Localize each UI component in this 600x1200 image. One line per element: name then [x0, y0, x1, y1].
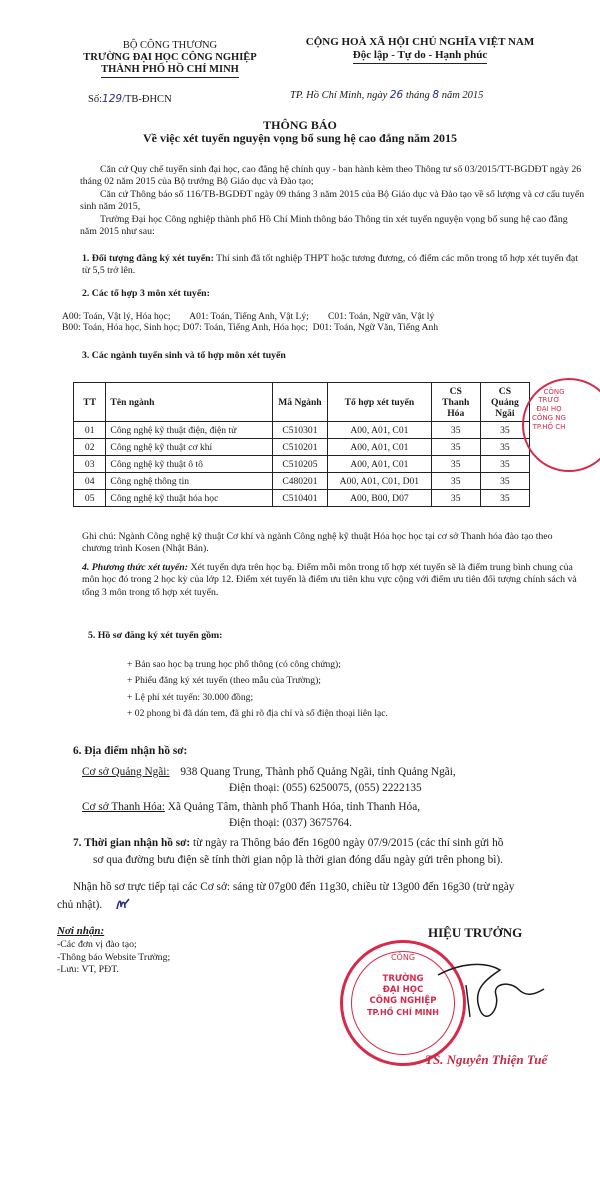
table-cell: Công nghệ thông tin — [106, 473, 272, 490]
recipients-list — [57, 939, 170, 977]
table-cell: 01 — [74, 422, 106, 439]
doc-number-prefix: Số: — [88, 94, 103, 105]
issuer-block — [60, 40, 280, 78]
quang-ngai-phone: Điện thoại: (055) 6250075, (055) 2222135 — [229, 782, 422, 794]
thanh-hoa-campus — [82, 800, 420, 816]
stamp-partial-line3: CÔNG NG — [532, 414, 566, 422]
stamp-partial-line2: ĐẠI HỌ — [536, 405, 562, 413]
month-handwritten: 8 — [432, 89, 440, 101]
recipients-label: Nơi nhận: — [57, 925, 105, 937]
place-date — [290, 89, 483, 101]
table-header-row — [74, 383, 530, 422]
col-header: TT — [74, 383, 106, 422]
table-cell: 35 — [480, 473, 529, 490]
thanh-hoa-label: Cơ sở Thanh Hóa: — [82, 801, 165, 813]
quang-ngai-address: 938 Quang Trung, Thành phố Quảng Ngãi, tỉnh Quảng Ngãi, — [180, 766, 456, 778]
section-6-label: 6. Địa điểm nhận hồ sơ: — [73, 745, 188, 757]
table-cell: A00, A01, C01, D01 — [328, 473, 432, 490]
table-cell: 35 — [431, 490, 480, 507]
quang-ngai-campus — [82, 765, 456, 781]
combo-row-1: A00: Toán, Vật lý, Hóa học; A01: Toán, Tiếng Anh, Vật Lý; C01: Toán, Ngữ văn, Vật lý — [62, 311, 435, 322]
col-header: CS Thanh Hóa — [431, 383, 480, 422]
stamp-line2: ĐẠI HỌC — [382, 985, 424, 995]
table-cell: 35 — [480, 456, 529, 473]
section-3-label: 3. Các ngành tuyển sinh và tổ hợp môn xét tuyển — [82, 350, 286, 361]
col-header: Tổ hợp xét tuyển — [328, 383, 432, 422]
signature-scribble — [430, 955, 550, 1035]
table-cell: C510201 — [272, 439, 327, 456]
section-4 — [82, 562, 582, 599]
table-cell: 04 — [74, 473, 106, 490]
signer-name: TS. Nguyễn Thiện Tuế — [425, 1052, 548, 1067]
stamp-partial-table — [522, 378, 600, 472]
intro-paragraph-3: Trường Đại học Công nghiệp thành phố Hồ Chí Minh thông báo Thông tin xét tuyển nguyện vọng bổ sung hệ cao đẳng năm 2015 như sau: — [80, 214, 568, 238]
table-cell: 05 — [74, 490, 106, 507]
list-item: -Các đơn vị đào tạo; — [57, 939, 137, 950]
stamp-ring-text: CÔNG — [390, 953, 416, 962]
table-row — [74, 490, 530, 507]
stamp-partial-line1: TRƯỜ — [538, 396, 560, 404]
table-cell: Công nghệ kỹ thuật điện, điện tử — [106, 422, 272, 439]
table-cell: A00, A01, C01 — [328, 456, 432, 473]
section-7-line1 — [73, 836, 598, 852]
country-name: CỘNG HOÀ XÃ HỘI CHỦ NGHĨA VIỆT NAM — [305, 36, 535, 48]
table-cell: 35 — [431, 422, 480, 439]
table-cell: Công nghệ kỹ thuật ô tô — [106, 456, 272, 473]
table-row — [74, 422, 530, 439]
table-cell: 35 — [480, 422, 529, 439]
table-cell: 35 — [480, 439, 529, 456]
section-7-label: 7. Thời gian nhận hồ sơ: — [73, 837, 191, 849]
place-date-text: TP. Hồ Chí Minh, ngày — [290, 90, 388, 101]
table-row — [74, 439, 530, 456]
section-5-label: 5. Hồ sơ đăng ký xét tuyển gồm: — [88, 630, 223, 641]
list-item: + Bản sao học bạ trung học phổ thông (có công chứng); — [127, 659, 341, 670]
table-note: Ghi chú: Ngành Công nghệ kỹ thuật Cơ khí và ngành Công nghệ kỹ thuật Hóa học học tại cơ sở Thanh hóa đào tạo theo chương trình Kosen (Nhật Bản). — [82, 531, 553, 555]
section-1-label: 1. Đối tượng đăng ký xét tuyển: — [82, 253, 214, 264]
quang-ngai-label: Cơ sở Quảng Ngãi: — [82, 766, 170, 778]
table-cell: 03 — [74, 456, 106, 473]
list-item: -Thông báo Website Trường; — [57, 951, 171, 963]
section-1 — [82, 253, 582, 278]
stamp-line4: TP.HỒ CHÍ MINH — [367, 1008, 439, 1017]
table-cell: 35 — [431, 439, 480, 456]
doc-number-handwritten: 129 — [102, 93, 123, 105]
intro-paragraph-1: Căn cứ Quy chế tuyển sinh đại học, cao đẳng hệ chính quy - ban hành kèm theo Thông tư số 03/2015/TT-BGDĐT ngày 26 tháng 02 năm 2015 của Bộ trưởng Bộ Giáo dục và Đào tạo; — [80, 164, 582, 188]
col-header: Mã Ngành — [272, 383, 327, 422]
list-item: + 02 phong bì đã dán tem, đã ghi rõ địa chỉ và số điện thoại liên lạc. — [127, 708, 388, 720]
thanh-hoa-phone: Điện thoại: (037) 3675764. — [229, 817, 352, 829]
direct-submission-line1: Nhận hồ sơ trực tiếp tại các Cơ sở: sáng từ 07g00 đến 11g30, chiều từ 13g00 đến 16g30 (trừ ngày — [73, 881, 515, 893]
documents-list — [127, 657, 388, 723]
col-header: Tên ngành — [106, 383, 272, 422]
table-cell: A00, B00, D07 — [328, 490, 432, 507]
section-1-text: Thí sinh đã tốt nghiệp THPT hoặc tương đương, có điểm các môn trong tổ hợp xét tuyển đạt từ 5,5 trở lên. — [82, 253, 578, 277]
document-number — [88, 93, 172, 105]
section-2-label: 2. Các tổ hợp 3 môn xét tuyển: — [82, 288, 210, 299]
section-7-text1: từ ngày ra Thông báo đến 16g00 ngày 07/9/2015 (các thí sinh gửi hồ — [193, 837, 504, 849]
motto: Độc lập - Tự do - Hạnh phúc — [353, 49, 487, 64]
document-title: THÔNG BÁO — [263, 118, 337, 132]
section-7-line2: sơ qua đường bưu điện sẽ tính thời gian nộp là thời gian đóng dấu ngày gửi trên phong bì). — [93, 854, 503, 866]
list-item: + Lệ phí xét tuyển: 30.000 đồng; — [127, 691, 254, 703]
direct-submission-line2: chủ nhật). — [57, 899, 103, 911]
stamp-partial-ring: CÔNG — [543, 388, 565, 396]
table-cell: 35 — [480, 490, 529, 507]
stamp-partial-line4: TP.HỒ CH — [532, 423, 566, 431]
initial-mark-icon — [116, 897, 130, 911]
intro-paragraph-2: Căn cứ Thông báo số 116/TB-BGDĐT ngày 09 tháng 3 năm 2015 của Bộ Giáo dục và Đào tạo về số lượng và cơ cấu tuyển sinh năm 2015, — [80, 189, 585, 213]
list-item: + Phiếu đăng ký xét tuyển (theo mẫu của Trường); — [127, 675, 321, 687]
school-name-line1: TRƯỜNG ĐẠI HỌC CÔNG NGHIỆP — [83, 52, 257, 63]
day-handwritten: 26 — [389, 89, 404, 101]
section-4-text: Xét tuyển dựa trên học bạ. Điểm mỗi môn trong tổ hợp xét tuyển sẽ là điểm trung bình chung của môn học đó trong 2 học kỳ của lớp 12. Điểm xét tuyển là điểm ưu tiên khu vực cộng với điểm ưu tiên đối tượng chính sách và tổng 3 môn trong tổ hợp xét tuyển. — [82, 562, 577, 598]
table-cell: 35 — [431, 473, 480, 490]
table-cell: C510301 — [272, 422, 327, 439]
combo-row-2: B00: Toán, Hóa học, Sinh học; D07: Toán, Tiếng Anh, Hóa học; D01: Toán, Ngữ Văn, Tiếng Anh — [62, 322, 439, 333]
stamp-line3: CÔNG NGHIỆP — [369, 996, 437, 1006]
table-cell: A00, A01, C01 — [328, 439, 432, 456]
ministry-name: BỘ CÔNG THƯƠNG — [122, 40, 218, 51]
month-label: tháng — [405, 90, 430, 101]
table-cell: A00, A01, C01 — [328, 422, 432, 439]
table-cell: C510205 — [272, 456, 327, 473]
table-row — [74, 473, 530, 490]
list-item: -Lưu: VT, PĐT. — [57, 964, 119, 975]
table-cell: 35 — [431, 456, 480, 473]
school-name-line2: THÀNH PHỐ HỒ CHÍ MINH — [101, 64, 239, 78]
table-row — [74, 456, 530, 473]
signer-position: HIỆU TRƯỞNG — [428, 925, 523, 940]
national-header — [285, 36, 555, 64]
col-header: CS Quảng Ngãi — [480, 383, 529, 422]
table-cell: 02 — [74, 439, 106, 456]
table-cell: Công nghệ kỹ thuật cơ khí — [106, 439, 272, 456]
majors-table — [73, 382, 530, 507]
doc-number-suffix: /TB-ĐHCN — [122, 94, 172, 105]
stamp-line1: TRƯỜNG — [382, 974, 424, 984]
thanh-hoa-address: Xã Quảng Tâm, thành phố Thanh Hóa, tỉnh Thanh Hóa, — [167, 801, 421, 813]
table-cell: Công nghệ kỹ thuật hóa học — [106, 490, 272, 507]
document-subtitle: Về việc xét tuyển nguyện vọng bổ sung hệ cao đẳng năm 2015 — [142, 131, 458, 145]
table-cell: C510401 — [272, 490, 327, 507]
section-4-label: 4. Phương thức xét tuyển: — [82, 562, 188, 573]
table-cell: C480201 — [272, 473, 327, 490]
year-text: năm 2015 — [441, 90, 484, 101]
